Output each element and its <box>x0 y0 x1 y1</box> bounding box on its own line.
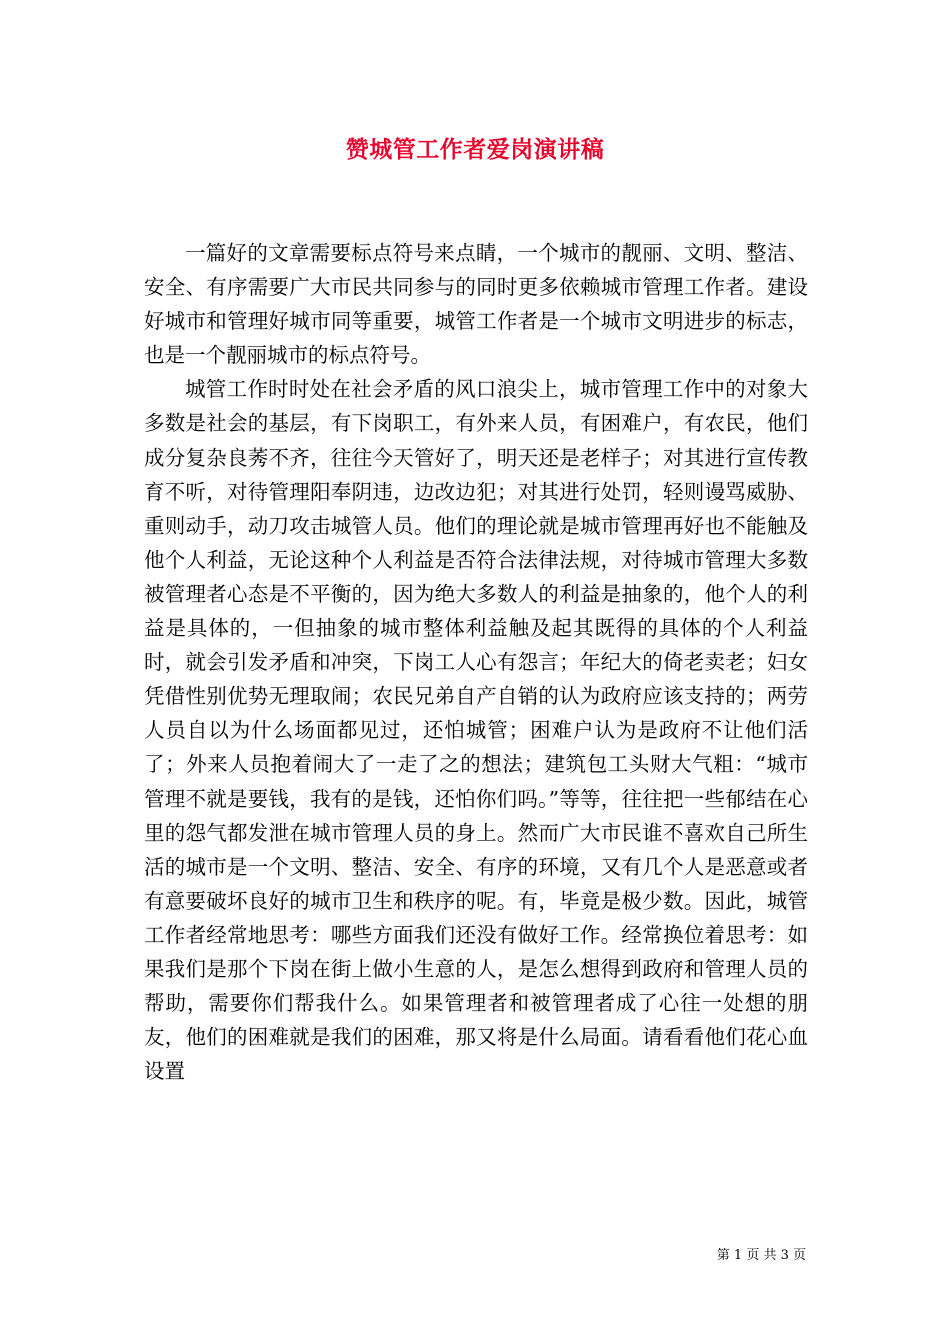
page-number-footer: 第 1 页 共 3 页 <box>716 1248 806 1263</box>
document-body <box>144 236 808 1088</box>
paragraph-2: 城管工作时时处在社会矛盾的风口浪尖上，城市管理工作中的对象大多数是社会的基层，有下岗职工，有外来人员，有困难户，有农民，他们成分复杂良莠不齐，往往今天管好了，明天还是老样子；对其进行宣传教育不听，对待管理阳奉阴违，边改边犯；对其进行处罚，轻则谩骂威胁、重则动手，动刀攻击城管人员。他们的理论就是城市管理再好也不能触及他个人利益，无论这种个人利益是否符合法律法规，对待城市管理大多数被管理者心态是不平衡的，因为绝大多数人的利益是抽象的，他个人的利益是具体的，一但抽象的城市整体利益触及起其既得的具体的个人利益时，就会引发矛盾和冲突，下岗工人心有怨言；年纪大的倚老卖老；妇女凭借性别优势无理取闹；农民兄弟自产自销的认为政府应该支持的；两劳人员自以为什么场面都见过，还怕城管；困难户认为是政府不让他们活了；外来人员抱着闹大了一走了之的想法；建筑包工头财大气粗：“城市管理不就是要钱，我有的是钱，还怕你们吗。”等等，往往把一些郁结在心里的怨气都发泄在城市管理人员的身上。然而广大市民谁不喜欢自己所生活的城市是一个文明、整洁、安全、有序的环境，又有几个人是恶意或者有意要破坏良好的城市卫生和秩序的呢。有，毕竟是极少数。因此，城管工作者经常地思考：哪些方面我们还没有做好工作。经常换位着思考：如果我们是那个下岗在街上做小生意的人，是怎么想得到政府和管理人员的帮助，需要你们帮我什么。如果管理者和被管理者成了心往一处想的朋友，他们的困难就是我们的困难，那又将是什么局面。请看看他们花心血设置 <box>144 377 808 1084</box>
document-title: 赞城管工作者爱岗演讲稿 <box>345 136 605 163</box>
paragraph-1: 一篇好的文章需要标点符号来点睛，一个城市的靓丽、文明、整洁、安全、有序需要广大市民共同参与的同时更多依赖城市管理工作者。建设好城市和管理好城市同等重要，城管工作者是一个城市文明进步的标志，也是一个靓丽城市的标点符号。 <box>144 241 808 368</box>
